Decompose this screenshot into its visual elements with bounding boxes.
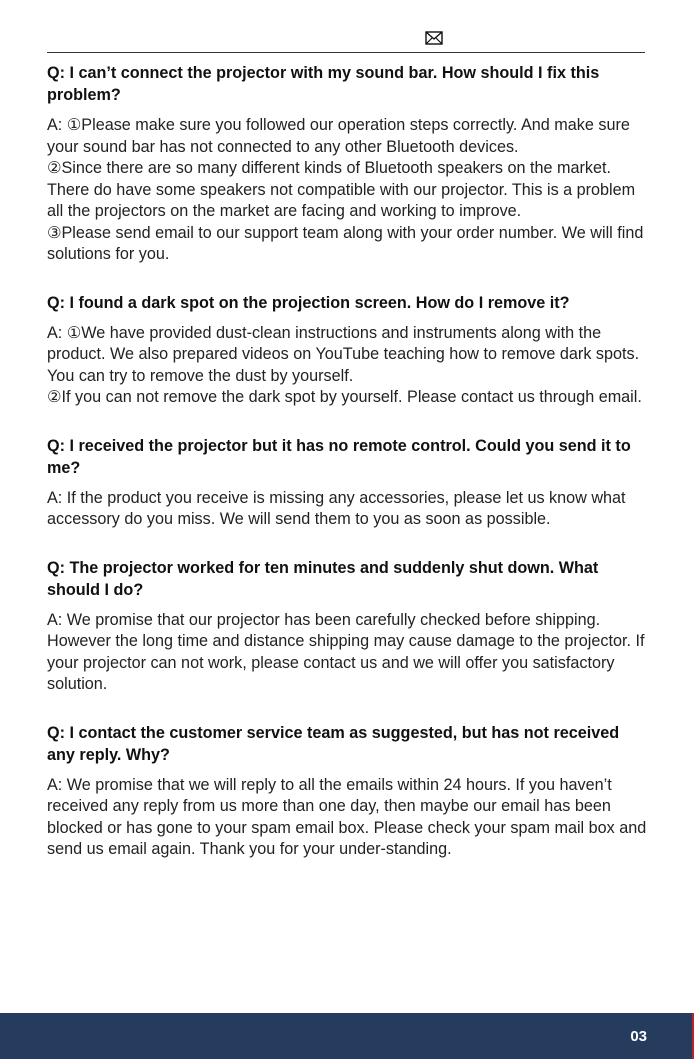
answer-line: A: ①We have provided dust-clean instructions and instruments along with the product. We also prepared videos on YouTube teaching how to remove dark spots. You can try to remove the dust by yourself. <box>47 323 640 385</box>
faq-question: Q: I contact the customer service team as suggested, but has not received any reply. Why? <box>47 723 620 764</box>
faq-answer <box>47 610 647 696</box>
page-header <box>47 28 645 53</box>
faq-item-2 <box>47 292 647 409</box>
faq-answer <box>47 115 647 266</box>
page-number: 03 <box>630 1028 647 1045</box>
mail-icon <box>425 31 443 45</box>
page-footer <box>0 1013 694 1059</box>
answer-line: ②Since there are so many different kinds of Bluetooth speakers on the market. There do have some speakers not compatible with our projector. This is a problem all the projectors on the market are facing and working to improve. <box>47 159 636 220</box>
faq-item-5 <box>47 722 647 861</box>
answer-line: A: We promise that we will reply to all the emails within 24 hours. If you haven’t received any reply from us more than one day, then maybe our email has been blocked or has gone to your spam email box. Please check your spam mail box and send us email again. Thank you for your under-standing. <box>47 775 647 858</box>
answer-line: A: We promise that our projector has been carefully checked before shipping. However the long time and distance shipping may cause damage to the projector. If your projector can not work, please contact us and we will offer you satisfactory solution. <box>47 610 645 693</box>
faq-answer <box>47 323 647 409</box>
answer-line: ②If you can not remove the dark spot by yourself. Please contact us through email. <box>47 388 642 406</box>
answer-line: A: ①Please make sure you followed our operation steps correctly. And make sure your sound bar has not connected to any other Bluetooth devices. <box>47 116 630 156</box>
faq-answer <box>47 488 647 531</box>
faq-question: Q: I found a dark spot on the projection screen. How do I remove it? <box>47 293 570 312</box>
faq-question: Q: I received the projector but it has no remote control. Could you send it to me? <box>47 436 631 477</box>
faq-item-3 <box>47 435 647 531</box>
answer-line: A: If the product you receive is missing any accessories, please let us know what accessory do you miss. We will send them to you as soon as possible. <box>47 488 626 528</box>
faq-content <box>47 62 647 887</box>
faq-item-1 <box>47 62 647 266</box>
faq-question: Q: I can’t connect the projector with my sound bar. How should I fix this problem? <box>47 64 600 104</box>
faq-question: Q: The projector worked for ten minutes and suddenly shut down. What should I do? <box>47 558 599 599</box>
faq-answer <box>47 775 647 861</box>
answer-line: ③Please send email to our support team along with your order number. We will find solutions for you. <box>47 223 644 263</box>
faq-item-4 <box>47 557 647 696</box>
